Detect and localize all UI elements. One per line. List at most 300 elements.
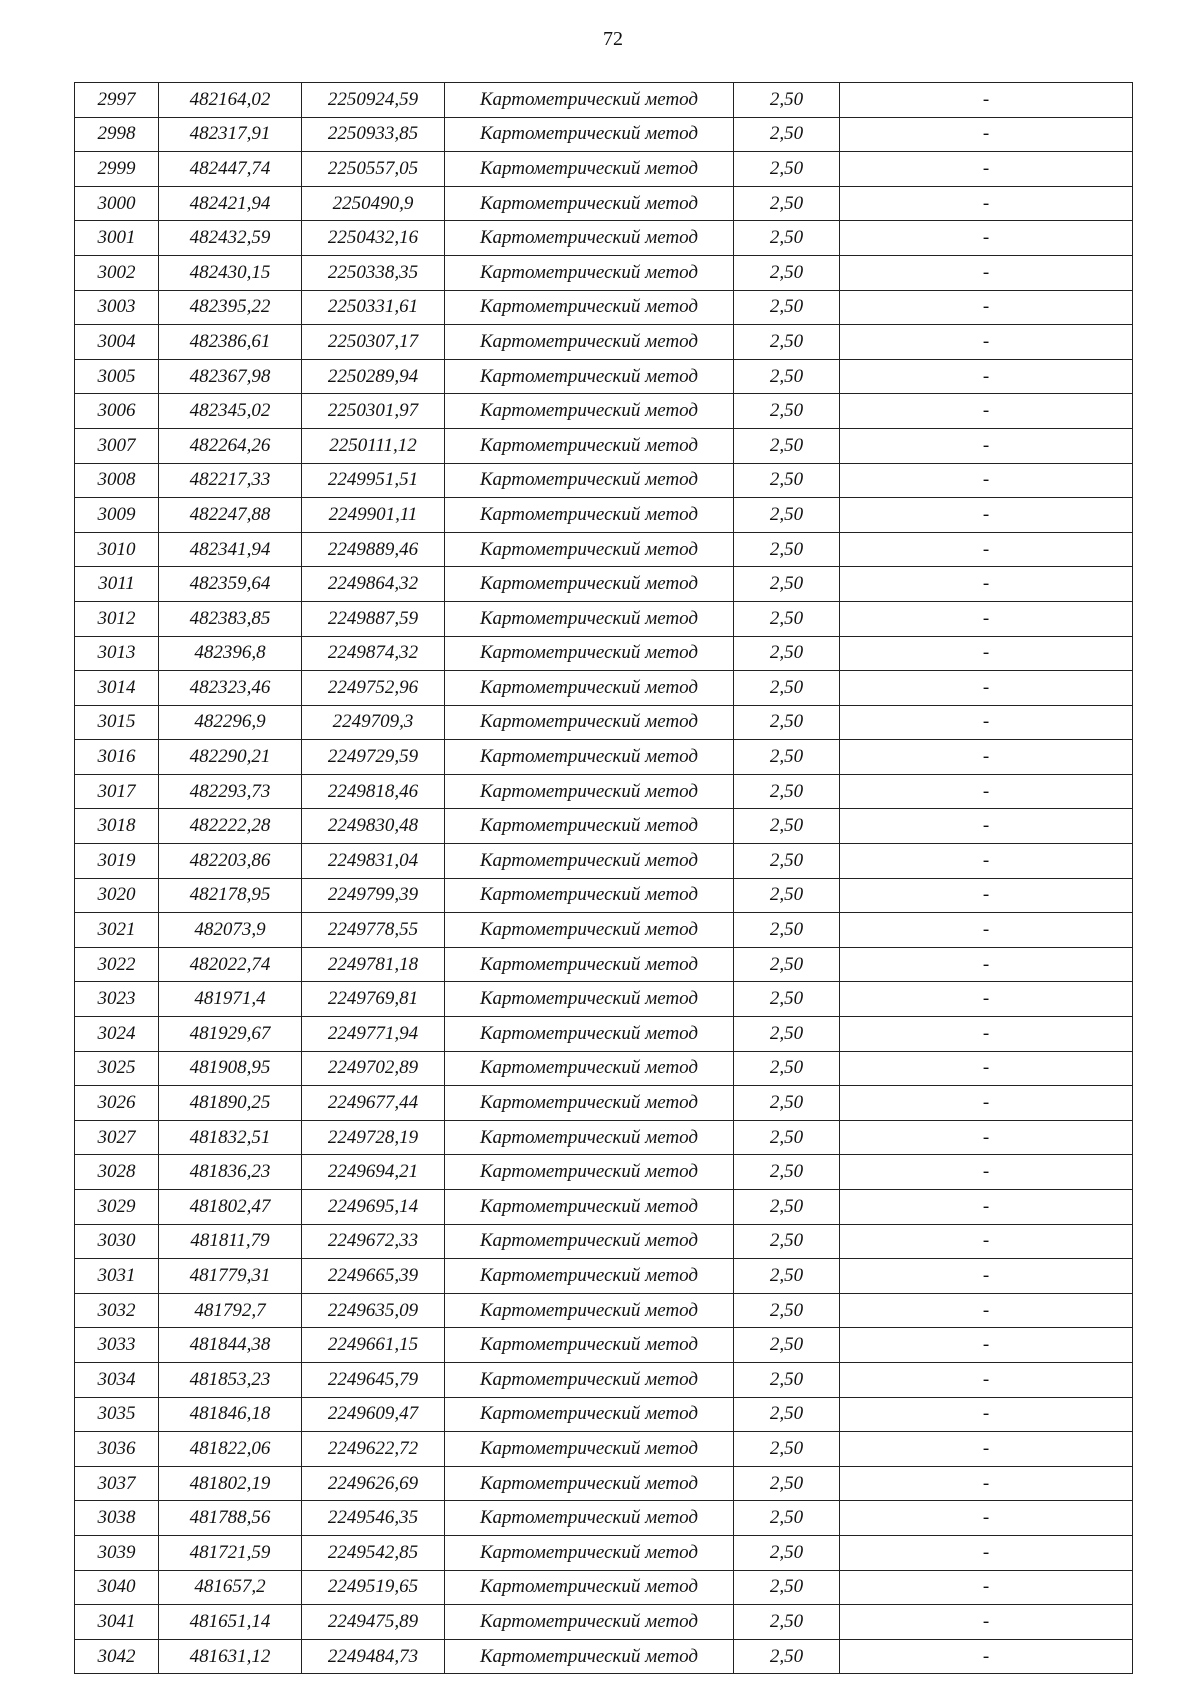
- precision-cell: 2,50: [734, 1017, 840, 1052]
- method-cell: Картометрический метод: [445, 844, 734, 879]
- y-coordinate-cell: 2249771,94: [302, 1017, 445, 1052]
- method-cell: Картометрический метод: [445, 255, 734, 290]
- point-number-cell: 3030: [75, 1224, 159, 1259]
- method-cell: Картометрический метод: [445, 567, 734, 602]
- table-row: [75, 1328, 1133, 1363]
- x-coordinate-cell: 482341,94: [159, 532, 302, 567]
- precision-cell: 2,50: [734, 1120, 840, 1155]
- x-coordinate-cell: 482293,73: [159, 774, 302, 809]
- note-cell: -: [840, 913, 1133, 948]
- point-number-cell: 3032: [75, 1293, 159, 1328]
- point-number-cell: 3003: [75, 290, 159, 325]
- point-number-cell: 3035: [75, 1397, 159, 1432]
- x-coordinate-cell: 481631,12: [159, 1639, 302, 1674]
- precision-cell: 2,50: [734, 1605, 840, 1640]
- note-cell: -: [840, 290, 1133, 325]
- precision-cell: 2,50: [734, 1293, 840, 1328]
- precision-cell: 2,50: [734, 1466, 840, 1501]
- table-row: [75, 1501, 1133, 1536]
- precision-cell: 2,50: [734, 913, 840, 948]
- method-cell: Картометрический метод: [445, 1120, 734, 1155]
- precision-cell: 2,50: [734, 186, 840, 221]
- precision-cell: 2,50: [734, 982, 840, 1017]
- y-coordinate-cell: 2249769,81: [302, 982, 445, 1017]
- method-cell: Картометрический метод: [445, 290, 734, 325]
- method-cell: Картометрический метод: [445, 1293, 734, 1328]
- y-coordinate-cell: 2249665,39: [302, 1259, 445, 1294]
- coordinates-table-body: [75, 83, 1133, 1674]
- y-coordinate-cell: 2250331,61: [302, 290, 445, 325]
- precision-cell: 2,50: [734, 878, 840, 913]
- table-row: [75, 186, 1133, 221]
- note-cell: -: [840, 463, 1133, 498]
- y-coordinate-cell: 2249752,96: [302, 671, 445, 706]
- note-cell: -: [840, 394, 1133, 429]
- note-cell: -: [840, 567, 1133, 602]
- x-coordinate-cell: 481836,23: [159, 1155, 302, 1190]
- point-number-cell: 3027: [75, 1120, 159, 1155]
- x-coordinate-cell: 482383,85: [159, 601, 302, 636]
- precision-cell: 2,50: [734, 601, 840, 636]
- precision-cell: 2,50: [734, 705, 840, 740]
- point-number-cell: 3012: [75, 601, 159, 636]
- y-coordinate-cell: 2249887,59: [302, 601, 445, 636]
- method-cell: Картометрический метод: [445, 428, 734, 463]
- precision-cell: 2,50: [734, 428, 840, 463]
- y-coordinate-cell: 2249635,09: [302, 1293, 445, 1328]
- precision-cell: 2,50: [734, 152, 840, 187]
- method-cell: Картометрический метод: [445, 1535, 734, 1570]
- method-cell: Картометрический метод: [445, 1051, 734, 1086]
- method-cell: Картометрический метод: [445, 1190, 734, 1225]
- table-row: [75, 428, 1133, 463]
- method-cell: Картометрический метод: [445, 83, 734, 118]
- table-row: [75, 913, 1133, 948]
- note-cell: -: [840, 809, 1133, 844]
- note-cell: -: [840, 1293, 1133, 1328]
- y-coordinate-cell: 2249622,72: [302, 1432, 445, 1467]
- point-number-cell: 3025: [75, 1051, 159, 1086]
- y-coordinate-cell: 2249728,19: [302, 1120, 445, 1155]
- x-coordinate-cell: 482447,74: [159, 152, 302, 187]
- method-cell: Картометрический метод: [445, 1086, 734, 1121]
- note-cell: -: [840, 152, 1133, 187]
- coordinates-table: [74, 82, 1133, 1674]
- note-cell: -: [840, 1086, 1133, 1121]
- y-coordinate-cell: 2249831,04: [302, 844, 445, 879]
- precision-cell: 2,50: [734, 532, 840, 567]
- point-number-cell: 3029: [75, 1190, 159, 1225]
- x-coordinate-cell: 482323,46: [159, 671, 302, 706]
- x-coordinate-cell: 481651,14: [159, 1605, 302, 1640]
- table-row: [75, 359, 1133, 394]
- method-cell: Картометрический метод: [445, 636, 734, 671]
- x-coordinate-cell: 481811,79: [159, 1224, 302, 1259]
- note-cell: -: [840, 1190, 1133, 1225]
- point-number-cell: 3005: [75, 359, 159, 394]
- x-coordinate-cell: 482396,8: [159, 636, 302, 671]
- table-row: [75, 117, 1133, 152]
- x-coordinate-cell: 481890,25: [159, 1086, 302, 1121]
- y-coordinate-cell: 2249830,48: [302, 809, 445, 844]
- method-cell: Картометрический метод: [445, 705, 734, 740]
- y-coordinate-cell: 2249672,33: [302, 1224, 445, 1259]
- x-coordinate-cell: 481929,67: [159, 1017, 302, 1052]
- y-coordinate-cell: 2249702,89: [302, 1051, 445, 1086]
- method-cell: Картометрический метод: [445, 186, 734, 221]
- x-coordinate-cell: 481788,56: [159, 1501, 302, 1536]
- y-coordinate-cell: 2249951,51: [302, 463, 445, 498]
- precision-cell: 2,50: [734, 1570, 840, 1605]
- table-row: [75, 1535, 1133, 1570]
- method-cell: Картометрический метод: [445, 601, 734, 636]
- method-cell: Картометрический метод: [445, 463, 734, 498]
- y-coordinate-cell: 2250301,97: [302, 394, 445, 429]
- point-number-cell: 3016: [75, 740, 159, 775]
- precision-cell: 2,50: [734, 1639, 840, 1674]
- precision-cell: 2,50: [734, 1501, 840, 1536]
- method-cell: Картометрический метод: [445, 359, 734, 394]
- table-row: [75, 1639, 1133, 1674]
- point-number-cell: 3026: [75, 1086, 159, 1121]
- x-coordinate-cell: 482359,64: [159, 567, 302, 602]
- y-coordinate-cell: 2249864,32: [302, 567, 445, 602]
- x-coordinate-cell: 482222,28: [159, 809, 302, 844]
- x-coordinate-cell: 482247,88: [159, 498, 302, 533]
- note-cell: -: [840, 498, 1133, 533]
- method-cell: Картометрический метод: [445, 1328, 734, 1363]
- method-cell: Картометрический метод: [445, 1224, 734, 1259]
- precision-cell: 2,50: [734, 221, 840, 256]
- x-coordinate-cell: 481721,59: [159, 1535, 302, 1570]
- note-cell: -: [840, 1259, 1133, 1294]
- precision-cell: 2,50: [734, 1259, 840, 1294]
- method-cell: Картометрический метод: [445, 394, 734, 429]
- y-coordinate-cell: 2249546,35: [302, 1501, 445, 1536]
- table-row: [75, 740, 1133, 775]
- precision-cell: 2,50: [734, 1328, 840, 1363]
- table-row: [75, 844, 1133, 879]
- point-number-cell: 3010: [75, 532, 159, 567]
- x-coordinate-cell: 482296,9: [159, 705, 302, 740]
- precision-cell: 2,50: [734, 636, 840, 671]
- table-row: [75, 774, 1133, 809]
- y-coordinate-cell: 2250933,85: [302, 117, 445, 152]
- table-row: [75, 1017, 1133, 1052]
- x-coordinate-cell: 481846,18: [159, 1397, 302, 1432]
- y-coordinate-cell: 2249519,65: [302, 1570, 445, 1605]
- point-number-cell: 3037: [75, 1466, 159, 1501]
- precision-cell: 2,50: [734, 394, 840, 429]
- note-cell: -: [840, 1466, 1133, 1501]
- table-row: [75, 255, 1133, 290]
- point-number-cell: 3021: [75, 913, 159, 948]
- note-cell: -: [840, 325, 1133, 360]
- point-number-cell: 3023: [75, 982, 159, 1017]
- point-number-cell: 3000: [75, 186, 159, 221]
- precision-cell: 2,50: [734, 1397, 840, 1432]
- x-coordinate-cell: 482421,94: [159, 186, 302, 221]
- y-coordinate-cell: 2249778,55: [302, 913, 445, 948]
- note-cell: -: [840, 1639, 1133, 1674]
- point-number-cell: 3034: [75, 1362, 159, 1397]
- note-cell: -: [840, 1155, 1133, 1190]
- point-number-cell: 2999: [75, 152, 159, 187]
- x-coordinate-cell: 482367,98: [159, 359, 302, 394]
- precision-cell: 2,50: [734, 567, 840, 602]
- note-cell: -: [840, 705, 1133, 740]
- table-row: [75, 1466, 1133, 1501]
- note-cell: -: [840, 1535, 1133, 1570]
- page-number: 72: [603, 28, 623, 50]
- x-coordinate-cell: 482290,21: [159, 740, 302, 775]
- point-number-cell: 3002: [75, 255, 159, 290]
- note-cell: -: [840, 1397, 1133, 1432]
- point-number-cell: 2998: [75, 117, 159, 152]
- table-row: [75, 1190, 1133, 1225]
- point-number-cell: 3019: [75, 844, 159, 879]
- y-coordinate-cell: 2249677,44: [302, 1086, 445, 1121]
- method-cell: Картометрический метод: [445, 671, 734, 706]
- table-row: [75, 1397, 1133, 1432]
- note-cell: -: [840, 359, 1133, 394]
- x-coordinate-cell: 482178,95: [159, 878, 302, 913]
- method-cell: Картометрический метод: [445, 947, 734, 982]
- precision-cell: 2,50: [734, 1190, 840, 1225]
- note-cell: -: [840, 117, 1133, 152]
- y-coordinate-cell: 2249818,46: [302, 774, 445, 809]
- method-cell: Картометрический метод: [445, 1466, 734, 1501]
- y-coordinate-cell: 2249661,15: [302, 1328, 445, 1363]
- note-cell: -: [840, 601, 1133, 636]
- method-cell: Картометрический метод: [445, 1362, 734, 1397]
- y-coordinate-cell: 2250557,05: [302, 152, 445, 187]
- y-coordinate-cell: 2249645,79: [302, 1362, 445, 1397]
- point-number-cell: 3038: [75, 1501, 159, 1536]
- table-row: [75, 221, 1133, 256]
- y-coordinate-cell: 2250289,94: [302, 359, 445, 394]
- x-coordinate-cell: 482345,02: [159, 394, 302, 429]
- table-row: [75, 498, 1133, 533]
- note-cell: -: [840, 221, 1133, 256]
- point-number-cell: 3042: [75, 1639, 159, 1674]
- y-coordinate-cell: 2249475,89: [302, 1605, 445, 1640]
- point-number-cell: 3017: [75, 774, 159, 809]
- y-coordinate-cell: 2250924,59: [302, 83, 445, 118]
- x-coordinate-cell: 482264,26: [159, 428, 302, 463]
- table-row: [75, 1086, 1133, 1121]
- method-cell: Картометрический метод: [445, 1259, 734, 1294]
- table-row: [75, 878, 1133, 913]
- precision-cell: 2,50: [734, 255, 840, 290]
- note-cell: -: [840, 1328, 1133, 1363]
- x-coordinate-cell: 481779,31: [159, 1259, 302, 1294]
- y-coordinate-cell: 2249542,85: [302, 1535, 445, 1570]
- table-row: [75, 1605, 1133, 1640]
- method-cell: Картометрический метод: [445, 1017, 734, 1052]
- precision-cell: 2,50: [734, 1432, 840, 1467]
- x-coordinate-cell: 481844,38: [159, 1328, 302, 1363]
- note-cell: -: [840, 186, 1133, 221]
- table-row: [75, 567, 1133, 602]
- table-row: [75, 1293, 1133, 1328]
- method-cell: Картометрический метод: [445, 809, 734, 844]
- note-cell: -: [840, 671, 1133, 706]
- precision-cell: 2,50: [734, 83, 840, 118]
- x-coordinate-cell: 482164,02: [159, 83, 302, 118]
- table-row: [75, 601, 1133, 636]
- table-row: [75, 1120, 1133, 1155]
- y-coordinate-cell: 2250490,9: [302, 186, 445, 221]
- table-row: [75, 83, 1133, 118]
- table-row: [75, 1362, 1133, 1397]
- point-number-cell: 3033: [75, 1328, 159, 1363]
- x-coordinate-cell: 481657,2: [159, 1570, 302, 1605]
- point-number-cell: 3008: [75, 463, 159, 498]
- note-cell: -: [840, 1120, 1133, 1155]
- x-coordinate-cell: 481802,19: [159, 1466, 302, 1501]
- table-row: [75, 1259, 1133, 1294]
- point-number-cell: 3009: [75, 498, 159, 533]
- method-cell: Картометрический метод: [445, 1639, 734, 1674]
- note-cell: -: [840, 1605, 1133, 1640]
- y-coordinate-cell: 2250338,35: [302, 255, 445, 290]
- table-row: [75, 636, 1133, 671]
- table-row: [75, 947, 1133, 982]
- table-row: [75, 1570, 1133, 1605]
- note-cell: -: [840, 1432, 1133, 1467]
- precision-cell: 2,50: [734, 809, 840, 844]
- table-row: [75, 1224, 1133, 1259]
- method-cell: Картометрический метод: [445, 532, 734, 567]
- point-number-cell: 3040: [75, 1570, 159, 1605]
- point-number-cell: 3024: [75, 1017, 159, 1052]
- method-cell: Картометрический метод: [445, 117, 734, 152]
- note-cell: -: [840, 255, 1133, 290]
- note-cell: -: [840, 428, 1133, 463]
- y-coordinate-cell: 2249626,69: [302, 1466, 445, 1501]
- precision-cell: 2,50: [734, 1155, 840, 1190]
- x-coordinate-cell: 481822,06: [159, 1432, 302, 1467]
- table-row: [75, 463, 1133, 498]
- x-coordinate-cell: 481802,47: [159, 1190, 302, 1225]
- x-coordinate-cell: 482430,15: [159, 255, 302, 290]
- method-cell: Картометрический метод: [445, 1155, 734, 1190]
- note-cell: -: [840, 636, 1133, 671]
- method-cell: Картометрический метод: [445, 982, 734, 1017]
- note-cell: -: [840, 1224, 1133, 1259]
- note-cell: -: [840, 83, 1133, 118]
- y-coordinate-cell: 2249901,11: [302, 498, 445, 533]
- y-coordinate-cell: 2249799,39: [302, 878, 445, 913]
- precision-cell: 2,50: [734, 1362, 840, 1397]
- x-coordinate-cell: 481971,4: [159, 982, 302, 1017]
- precision-cell: 2,50: [734, 359, 840, 394]
- precision-cell: 2,50: [734, 1086, 840, 1121]
- point-number-cell: 3006: [75, 394, 159, 429]
- point-number-cell: 3028: [75, 1155, 159, 1190]
- method-cell: Картометрический метод: [445, 913, 734, 948]
- point-number-cell: 3007: [75, 428, 159, 463]
- point-number-cell: 3039: [75, 1535, 159, 1570]
- method-cell: Картометрический метод: [445, 498, 734, 533]
- precision-cell: 2,50: [734, 325, 840, 360]
- note-cell: -: [840, 844, 1133, 879]
- method-cell: Картометрический метод: [445, 740, 734, 775]
- point-number-cell: 3020: [75, 878, 159, 913]
- method-cell: Картометрический метод: [445, 1570, 734, 1605]
- point-number-cell: 3041: [75, 1605, 159, 1640]
- method-cell: Картометрический метод: [445, 1397, 734, 1432]
- point-number-cell: 3031: [75, 1259, 159, 1294]
- note-cell: -: [840, 982, 1133, 1017]
- precision-cell: 2,50: [734, 1051, 840, 1086]
- x-coordinate-cell: 482432,59: [159, 221, 302, 256]
- y-coordinate-cell: 2249709,3: [302, 705, 445, 740]
- point-number-cell: 3001: [75, 221, 159, 256]
- note-cell: -: [840, 532, 1133, 567]
- precision-cell: 2,50: [734, 1535, 840, 1570]
- y-coordinate-cell: 2249874,32: [302, 636, 445, 671]
- x-coordinate-cell: 482073,9: [159, 913, 302, 948]
- y-coordinate-cell: 2249694,21: [302, 1155, 445, 1190]
- note-cell: -: [840, 774, 1133, 809]
- table-row: [75, 671, 1133, 706]
- y-coordinate-cell: 2250111,12: [302, 428, 445, 463]
- x-coordinate-cell: 482386,61: [159, 325, 302, 360]
- precision-cell: 2,50: [734, 117, 840, 152]
- note-cell: -: [840, 1362, 1133, 1397]
- precision-cell: 2,50: [734, 774, 840, 809]
- y-coordinate-cell: 2249729,59: [302, 740, 445, 775]
- table-row: [75, 325, 1133, 360]
- precision-cell: 2,50: [734, 671, 840, 706]
- x-coordinate-cell: 482022,74: [159, 947, 302, 982]
- precision-cell: 2,50: [734, 844, 840, 879]
- y-coordinate-cell: 2249695,14: [302, 1190, 445, 1225]
- method-cell: Картометрический метод: [445, 774, 734, 809]
- point-number-cell: 3011: [75, 567, 159, 602]
- method-cell: Картометрический метод: [445, 1432, 734, 1467]
- x-coordinate-cell: 482217,33: [159, 463, 302, 498]
- method-cell: Картометрический метод: [445, 325, 734, 360]
- table-row: [75, 532, 1133, 567]
- precision-cell: 2,50: [734, 498, 840, 533]
- note-cell: -: [840, 1501, 1133, 1536]
- y-coordinate-cell: 2249889,46: [302, 532, 445, 567]
- x-coordinate-cell: 481908,95: [159, 1051, 302, 1086]
- method-cell: Картометрический метод: [445, 1605, 734, 1640]
- note-cell: -: [840, 1017, 1133, 1052]
- table-row: [75, 705, 1133, 740]
- method-cell: Картометрический метод: [445, 221, 734, 256]
- point-number-cell: 3013: [75, 636, 159, 671]
- table-row: [75, 1432, 1133, 1467]
- precision-cell: 2,50: [734, 1224, 840, 1259]
- table-row: [75, 1155, 1133, 1190]
- method-cell: Картометрический метод: [445, 152, 734, 187]
- point-number-cell: 3022: [75, 947, 159, 982]
- table-row: [75, 809, 1133, 844]
- x-coordinate-cell: 481792,7: [159, 1293, 302, 1328]
- point-number-cell: 3004: [75, 325, 159, 360]
- x-coordinate-cell: 482395,22: [159, 290, 302, 325]
- table-row: [75, 982, 1133, 1017]
- note-cell: -: [840, 878, 1133, 913]
- table-row: [75, 394, 1133, 429]
- y-coordinate-cell: 2249609,47: [302, 1397, 445, 1432]
- precision-cell: 2,50: [734, 290, 840, 325]
